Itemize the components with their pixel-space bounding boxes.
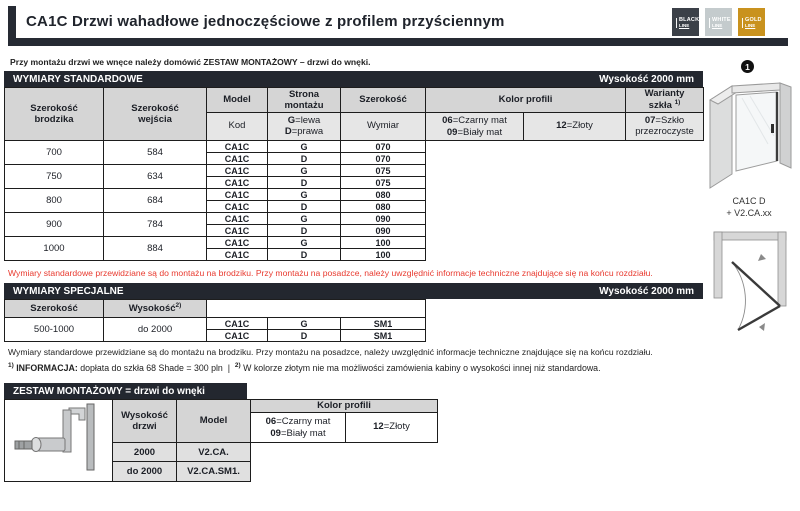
col-header-szerokosc: Szerokość [341,88,426,113]
cell-strona: G [268,318,341,330]
footnote-ref-2: 2) [175,302,182,310]
standard-section-bar [4,71,703,87]
footnote-ref-1: 1) [674,99,681,107]
table-header-row [5,88,704,113]
cell-szerokosc: SM1 [341,318,426,330]
section-height: Wysokość 2000 mm [599,285,694,297]
cell-wejscie: 784 [104,213,207,237]
black-line-badge [672,8,699,36]
cell-brodzik: 800 [5,189,104,213]
special-table [4,299,426,342]
subheader-kolor-06-09: 06=Czarny mat 09=Biały mat [251,413,346,443]
cell-szerokosc: 100 [341,249,426,261]
zestaw-section-bar [4,383,247,399]
cell-strona: D [268,225,341,237]
cell-model: CA1C [207,177,268,189]
cell-model: CA1C [207,225,268,237]
cell-strona: D [268,249,341,261]
cell-strona: D [268,153,341,165]
subheader-kolor-12: 12=Złoty [524,113,626,141]
cell-model: CA1C [207,318,268,330]
badge-label: GOLD [745,17,762,23]
diagram-label-kit: + V2.CA.xx [726,208,772,218]
col-header-model: Model [177,400,251,443]
standard-note: Wymiary standardowe przewidziane są do montażu na brodziku. Przy montażu na posadzce, należy uwzględnić informacje techniczne znajdujące się na końcu rozdziału. [8,268,653,278]
gold-line-badge [738,8,765,36]
cell-wysokosc: 2000 [113,443,177,462]
cell-brodzik: 700 [5,141,104,165]
mounting-profile-image-cell [5,400,113,482]
door-topview-diagram [706,226,794,340]
cell-wejscie: 884 [104,237,207,261]
cell-wysokosc: do 2000 [113,462,177,482]
subheader-strona-codes: G=lewa D=prawa [268,113,341,141]
col-header-kolor-profili: Kolor profili [251,400,438,413]
cell-brodzik: 750 [5,165,104,189]
cell-model: CA1C [207,213,268,225]
cell-szerokosc: 080 [341,201,426,213]
cell-model: V2.CA.SM1. [177,462,251,482]
section-height: Wysokość 2000 mm [599,73,694,85]
cell-strona: D [268,201,341,213]
intro-note: Przy montażu drzwi we wnęce należy domówić ZESTAW MONTAŻOWY – drzwi do wnęki. [10,57,371,67]
white-line-badge [705,8,732,36]
cell-strona: D [268,177,341,189]
cell-szerokosc-range: 500-1000 [5,318,104,342]
section-title: WYMIARY SPECJALNE [13,285,124,297]
footnote-line: $^{1)}$ INFORMACJA: dopłata do szkła 68 Shade = 300 pln | $^{2)}$ W kolorze złotym nie ma możliwości zamówienia kabiny o wysokości innej niż standardowa. [8,362,601,373]
special-section-bar [4,283,703,299]
door-3d-diagram [702,74,796,194]
col-header-szerokosc: Szerokość [5,300,104,318]
cell-szerokosc: 090 [341,225,426,237]
table-row [5,318,426,330]
standard-table [4,87,704,261]
col-header-szerokosc-wejscia: Szerokość wejścia [104,88,207,141]
special-note: Wymiary standardowe przewidziane są do montażu na brodziku. Przy montażu na posadzce, należy uwzględnić informacje techniczne znajdujące się na końcu rozdziału. [8,347,653,357]
cell-szerokosc: 100 [341,237,426,249]
cell-wejscie: 684 [104,189,207,213]
badge-sublabel: LINE [712,22,723,28]
cell-strona: G [268,165,341,177]
cell-strona: G [268,237,341,249]
cell-szerokosc: 075 [341,177,426,189]
diagram-marker-1: 1 [741,60,754,73]
badge-label: WHITE [712,17,731,23]
subheader-szklo-07: 07=Szkło przezroczyste [626,113,704,141]
cell-strona: D [268,330,341,342]
cell-brodzik: 900 [5,213,104,237]
mounting-profile-icon [7,400,111,476]
table-row [5,141,704,153]
cell-szerokosc: 070 [341,141,426,153]
cell-model: CA1C [207,141,268,153]
cell-strona: G [268,213,341,225]
line-badges [672,8,765,36]
section-title: ZESTAW MONTAŻOWY = drzwi do wnęki [13,385,205,397]
empty-header-cell [207,300,426,318]
cell-szerokosc: 080 [341,189,426,201]
cell-model: CA1C [207,189,268,201]
empty-area [426,141,704,261]
cell-model: V2.CA. [177,443,251,462]
section-title: WYMIARY STANDARDOWE [13,73,143,85]
page-title: CA1C Drzwi wahadłowe jednoczęściowe z profilem przyściennym [26,13,505,30]
cell-szerokosc: 070 [341,153,426,165]
table-header-row [5,400,438,413]
cell-strona: G [268,141,341,153]
col-header-strona: Strona montażu [268,88,341,113]
footnote-separator: | [227,362,231,373]
col-header-kolor-profili: Kolor profili [426,88,626,113]
badge-label: BLACK [679,17,700,23]
cell-szerokosc: 090 [341,213,426,225]
empty-area [251,443,438,482]
col-header-szerokosc-brodzika: Szerokość brodzika [5,88,104,141]
subheader-kod: Kod [207,113,268,141]
cell-wejscie: 584 [104,141,207,165]
zestaw-table [4,399,438,482]
cell-strona: G [268,189,341,201]
cell-model: CA1C [207,237,268,249]
table-header-row [5,300,426,318]
cell-model: CA1C [207,330,268,342]
subheader-kolor-06-09: 06=Czarny mat 09=Biały mat [426,113,524,141]
title-underline [8,38,788,46]
col-header-model: Model [207,88,268,113]
col-header-wysokosc-drzwi: Wysokość drzwi [113,400,177,443]
badge-sublabel: LINE [679,22,690,28]
cell-brodzik: 1000 [5,237,104,261]
cell-model: CA1C [207,153,268,165]
diagram-label-model: CA1C D [732,196,766,206]
subheader-kolor-12: 12=Złoty [346,413,438,443]
cell-model: CA1C [207,165,268,177]
cell-szerokosc: 075 [341,165,426,177]
subheader-wymiar: Wymiar [341,113,426,141]
cell-wejscie: 634 [104,165,207,189]
col-header-wysokosc: Wysokość$^{2)}$ [104,300,207,318]
col-header-warianty-szkla: Warianty szkła $^{1)}$ [626,88,704,113]
cell-model: CA1C [207,249,268,261]
badge-sublabel: LINE [745,22,756,28]
cell-model: CA1C [207,201,268,213]
cell-wysokosc-range: do 2000 [104,318,207,342]
cell-szerokosc: SM1 [341,330,426,342]
